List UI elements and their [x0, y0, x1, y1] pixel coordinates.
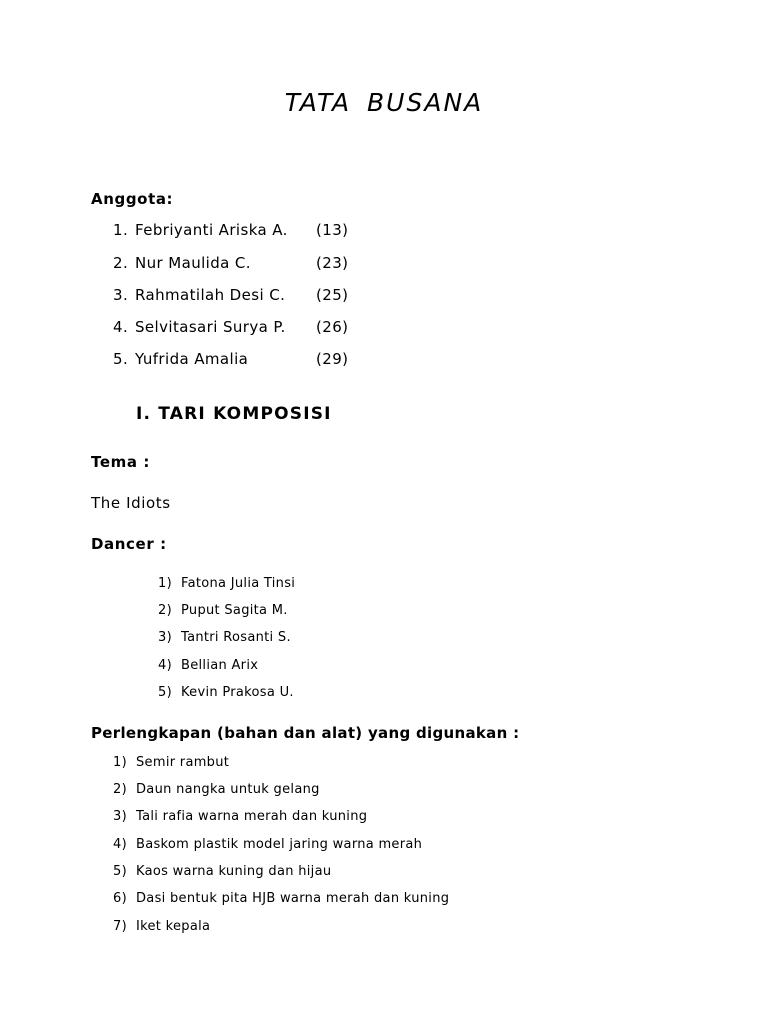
dancer-name: Fatona Julia Tinsi: [181, 576, 296, 591]
document-title: TATA BUSANA: [284, 88, 484, 117]
tema-heading: Tema :: [91, 453, 150, 471]
equipment-number: 4): [113, 837, 127, 852]
dancer-number: 1): [158, 576, 172, 591]
member-code: (23): [316, 254, 349, 272]
dancer-number: 5): [158, 685, 172, 700]
dancer-number: 4): [158, 658, 172, 673]
equipment-number: 5): [113, 864, 127, 879]
perlengkapan-heading: Perlengkapan (bahan dan alat) yang digunakan :: [91, 724, 520, 742]
equipment-text: Daun nangka untuk gelang: [136, 782, 320, 797]
equipment-number: 2): [113, 782, 127, 797]
equipment-number: 1): [113, 755, 127, 770]
member-name: Rahmatilah Desi C.: [135, 286, 286, 304]
dancer-heading: Dancer :: [91, 535, 167, 553]
member-name: Febriyanti Ariska A.: [135, 221, 288, 239]
anggota-heading: Anggota:: [91, 190, 174, 208]
dancer-number: 2): [158, 603, 172, 618]
member-code: (13): [316, 221, 349, 239]
dancer-name: Tantri Rosanti S.: [181, 630, 291, 645]
equipment-number: 3): [113, 809, 127, 824]
equipment-text: Semir rambut: [136, 755, 230, 770]
tema-value: The Idiots: [91, 494, 171, 512]
equipment-text: Tali rafia warna merah dan kuning: [136, 809, 368, 824]
member-number: 3.: [113, 286, 129, 304]
equipment-text: Iket kepala: [136, 919, 211, 934]
equipment-number: 6): [113, 891, 127, 906]
dancer-name: Bellian Arix: [181, 658, 259, 673]
member-number: 5.: [113, 350, 129, 368]
member-name: Yufrida Amalia: [135, 350, 249, 368]
member-number: 2.: [113, 254, 129, 272]
equipment-text: Dasi bentuk pita HJB warna merah dan kuning: [136, 891, 450, 906]
dancer-number: 3): [158, 630, 172, 645]
equipment-text: Kaos warna kuning dan hijau: [136, 864, 332, 879]
member-name: Nur Maulida C.: [135, 254, 251, 272]
section-title: I. TARI KOMPOSISI: [136, 404, 332, 424]
member-code: (29): [316, 350, 349, 368]
member-code: (25): [316, 286, 349, 304]
member-number: 1.: [113, 221, 129, 239]
dancer-name: Puput Sagita M.: [181, 603, 288, 618]
dancer-name: Kevin Prakosa U.: [181, 685, 294, 700]
member-name: Selvitasari Surya P.: [135, 318, 286, 336]
member-code: (26): [316, 318, 349, 336]
equipment-number: 7): [113, 919, 127, 934]
member-number: 4.: [113, 318, 129, 336]
equipment-text: Baskom plastik model jaring warna merah: [136, 837, 423, 852]
